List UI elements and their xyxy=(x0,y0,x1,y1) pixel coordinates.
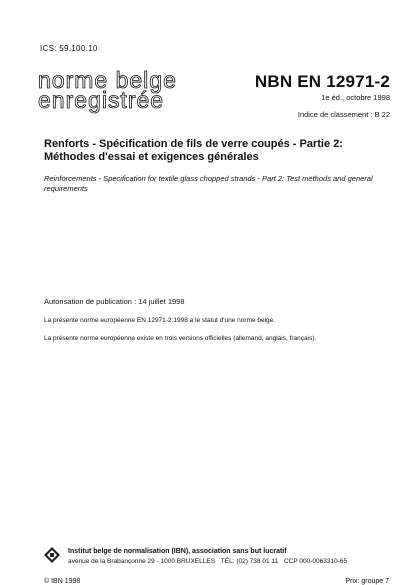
copyright: © IBN 1998 xyxy=(44,578,81,585)
address: avenue de la Brabançonne 29 - 1000 BRUXELLES xyxy=(68,558,216,565)
ccp: CCP 000-0063310-65 xyxy=(283,558,348,565)
status-paragraph: La présente norme européenne EN 12971-2:1998 a le statut d'une norme belge. xyxy=(44,317,276,324)
ibn-logo-icon xyxy=(44,547,60,563)
institute-name: Institut belge de normalisation (IBN), association sans but lucratif xyxy=(68,548,287,555)
edition-info: 1e éd., octobre 1998 xyxy=(321,93,390,102)
price-group: Prix: groupe 7 xyxy=(345,578,389,585)
title-french: Renforts - Spécification de fils de verre coupés - Partie 2: Méthodes d'essai et exigences générales xyxy=(44,138,343,163)
ics-code: ICS: 59.100.10 xyxy=(40,44,98,53)
versions-paragraph: La présente norme européenne existe en trois versions officielles (allemand, anglais, français). xyxy=(44,335,317,342)
brand-line-1: norme belge xyxy=(38,67,177,93)
institute-contact xyxy=(68,558,398,565)
publication-authorization: Autorisation de publication : 14 juillet 1998 xyxy=(44,297,185,306)
title-english: Reinforcements - Specification for textile glass chopped strands - Part 2: Test methods and general requirements xyxy=(44,174,373,193)
brand-line-2: enregistrée xyxy=(38,87,165,113)
classification-index: Indice de classement : B 22 xyxy=(297,110,390,119)
brand-label xyxy=(38,67,177,113)
standard-number: NBN EN 12971-2 xyxy=(254,72,390,91)
phone: TÉL: (02) 738 01 11 xyxy=(220,558,279,565)
